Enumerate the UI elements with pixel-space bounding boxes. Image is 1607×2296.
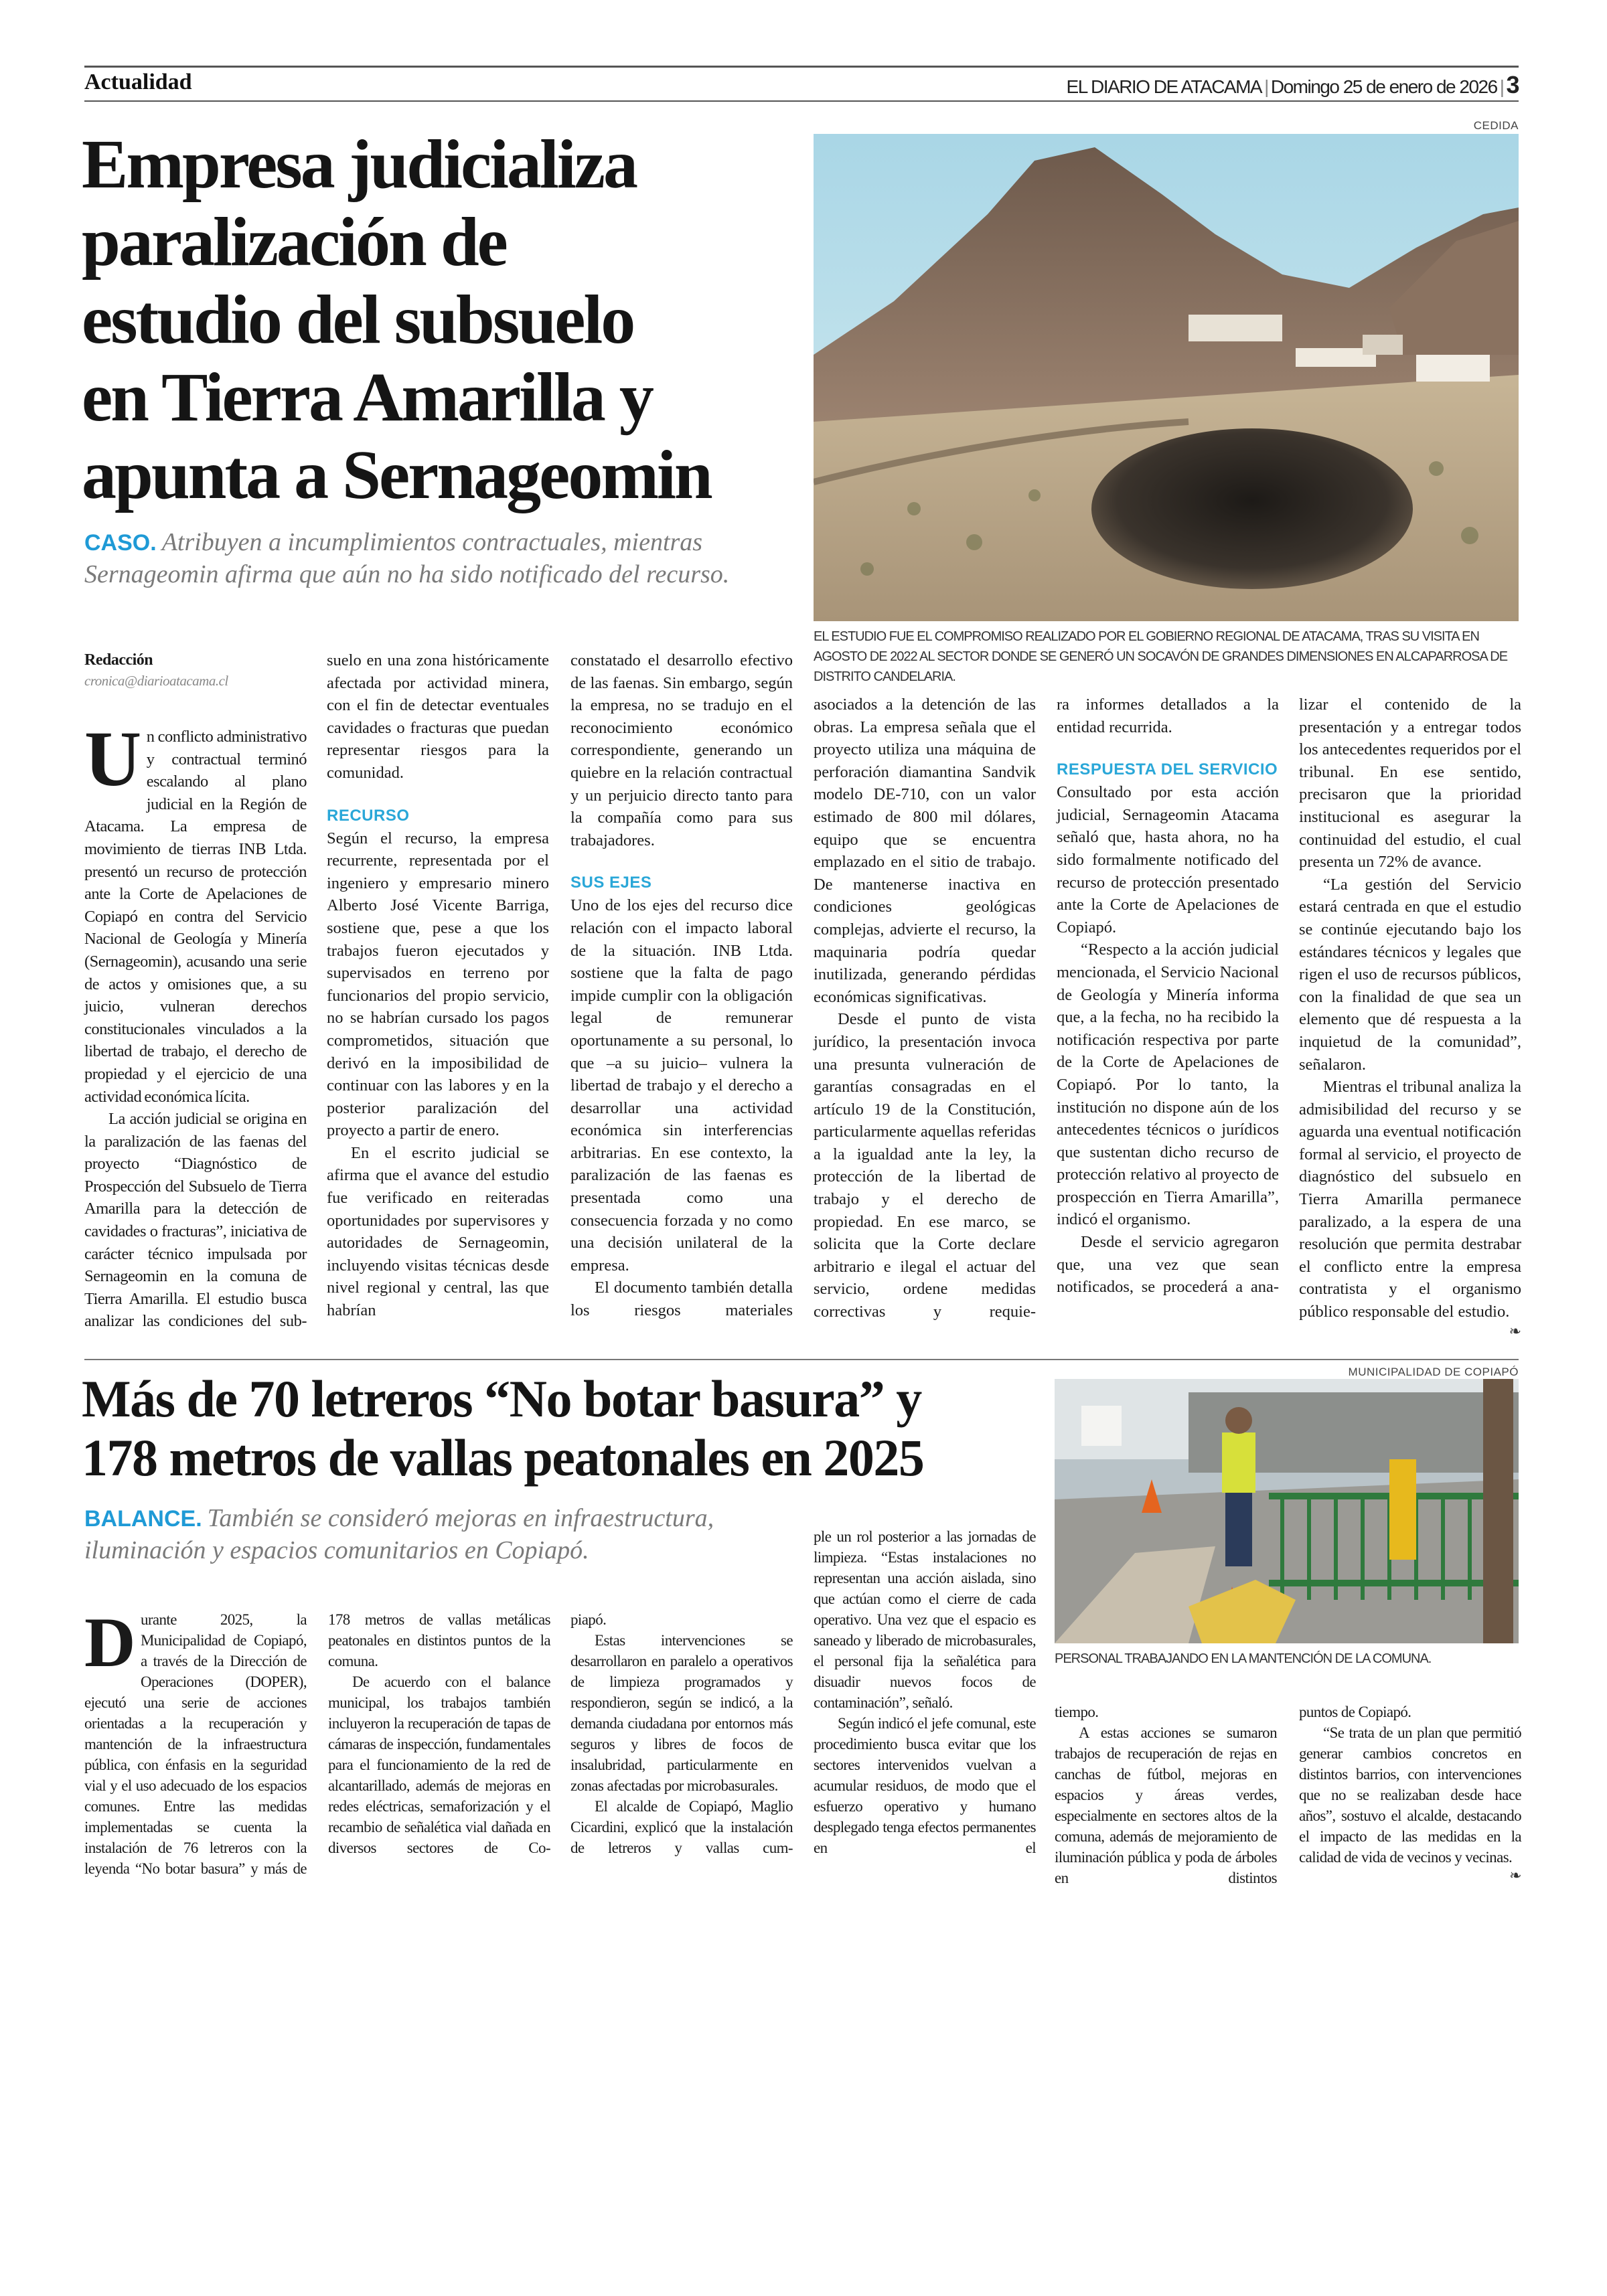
- paragraph-text: urante 2025, la Municipalidad de Copiapó, a través de la Dirección de Operaciones (DOPER), ejecutó una serie de acciones orientadas a la recuperación y mantención de la infraestructura pública, con énfasis en la seguridad vial y el uso adecuado de los espacios comunes. Entre las medidas implementadas se cuenta la instalación de 76 letreros con la leyenda “No botar basura” y más de: [84, 1611, 307, 1877]
- deck-kicker: CASO.: [84, 530, 157, 556]
- article-divider: [84, 1359, 1519, 1360]
- article1-photo: [814, 134, 1519, 621]
- paragraph: [1299, 874, 1521, 1076]
- article1-column: [1057, 693, 1279, 1299]
- headline-line: en Tierra Amarilla y: [82, 359, 652, 436]
- page-number: 3: [1506, 71, 1519, 98]
- photo2-caption: PERSONAL TRABAJANDO EN LA MANTENCIÓN DE LA COMUNA.: [1055, 1651, 1432, 1666]
- paragraph: [1057, 1231, 1279, 1299]
- paragraph: [327, 827, 549, 1142]
- paragraph-text: Según indicó el jefe comunal, este procedimiento busca evitar que los sectores intervenidos vuelvan a acumular residuos, de modo que el esfuerzo operativo y humano desplegado tenga efectos permanentes en el: [814, 1715, 1036, 1856]
- paragraph: [570, 1277, 793, 1321]
- article1-column: [84, 649, 307, 1333]
- paragraph-text: “La gestión del Servicio estará centrada en que el estudio se continúe ejecutando bajo los estándares técnicos y legales que rigen el uso de recursos públicos, con la finalidad de que sea un elemento que dé respuesta a la inquietud de la comunidad”, señalaron.: [1299, 875, 1521, 1074]
- article2-column: [1299, 1702, 1521, 1884]
- article1-column: [1299, 693, 1521, 1340]
- subheading: RESPUESTA DEL SERVICIO: [1057, 760, 1278, 779]
- paragraph: [1299, 693, 1521, 874]
- deck-kicker: BALANCE.: [84, 1506, 202, 1532]
- paragraph-text: suelo en una zona históricamente afectada por actividad minera, con el fin de detectar eventuales cavidades o fracturas que puedan representar riesgos para la comunidad.: [327, 651, 549, 782]
- author-email: cronica@diarioatacama.cl: [84, 673, 228, 689]
- article1-column: [327, 649, 549, 1322]
- paragraph: [814, 1713, 1036, 1858]
- end-of-article-icon: ❧: [1509, 1323, 1521, 1340]
- headline-line: paralización de: [82, 203, 506, 280]
- paragraph: [327, 1142, 549, 1322]
- article2-column: [1055, 1702, 1277, 1888]
- paragraph-text: Mientras el tribunal analiza la admisibilidad del recurso y se aguarda una eventual notificación formal al servicio, el proyecto de diagnóstico del subsuelo en Tierra Amarilla permanece paralizado, a la espera de una resolución que permita destrabar el conflicto entre la empresa contratista y el organismo público responsable del estudio.: [1299, 1078, 1521, 1321]
- paragraph-text: 178 metros de vallas metálicas peatonales en distintos puntos de la comuna.: [328, 1611, 550, 1669]
- paragraph-text: Desde el punto de vista jurídico, la presentación invoca una presunta vulneración de garantías consagradas en el artículo 19 de la Constitución, particularmente aquellas referidas a la igualdad ante la ley, la protección de la libertad de trabajo y el derecho de propiedad. En ese marco, se solicita que la Corte declare arbitrario e ilegal el actuar del servicio, ordene medidas correctivas y requie-: [814, 1010, 1036, 1321]
- article1-column: [570, 649, 793, 1322]
- photo2-credit: MUNICIPALIDAD DE COPIAPÓ: [1348, 1366, 1519, 1378]
- paragraph: [570, 1630, 793, 1796]
- subheading: SUS EJES: [570, 874, 652, 892]
- paragraph-text: Estas intervenciones se desarrollaron en paralelo a operativos de limpieza programados y respondieron, según se indicó, a la demanda ciudadana por entornos más seguros y libres de focos de insalubridad, particularmente en zonas afectadas por microbasurales.: [570, 1632, 793, 1794]
- section-label: Actualidad: [84, 70, 192, 94]
- paragraph: [1299, 1722, 1521, 1884]
- headline-line: 178 metros de vallas peatonales en 2025: [82, 1428, 924, 1487]
- masthead: EL DIARIO DE ATACAMA | Domingo 25 de enero de 2026 | 3: [1066, 71, 1519, 98]
- paragraph-text: ra informes detallados a la entidad recurrida.: [1057, 695, 1279, 736]
- article2-photo: [1055, 1379, 1519, 1643]
- article2-deck: [84, 1502, 808, 1566]
- paragraph: [1057, 693, 1279, 738]
- paragraph-text: La acción judicial se origina en la paralización de las faenas del proyecto “Diagnóstico de Prospección del Subsuelo de Tierra Amarilla para la detección de cavidades o fracturas”, iniciativa de carácter técnico impulsada por Sernageomin en la comuna de Tierra Amarilla. El estudio busca analizar las condiciones del sub-: [84, 1110, 307, 1331]
- byline: Redacción: [84, 651, 153, 669]
- subheading: RECURSO: [327, 806, 410, 825]
- headline-line: Más de 70 letreros “No botar basura” y: [82, 1370, 921, 1428]
- paragraph: [570, 649, 793, 851]
- paragraph: [84, 715, 307, 1108]
- paragraph-text: puntos de Copiapó.: [1299, 1704, 1411, 1720]
- paragraph: [570, 894, 793, 1277]
- end-of-article-icon: ❧: [1509, 1868, 1521, 1884]
- paragraph-text: “Se trata de un plan que permitió generar cambios concretos en distintos barrios, con intervenciones que no se realizaban desde hace años”, sostuvo el alcalde, destacando el impacto de las medidas en la calidad de vida de vecinos y vecinas.: [1299, 1724, 1521, 1866]
- deck-text: También se consideró mejoras en infraestructura, iluminación y espacios comunitarios en Copiapó.: [84, 1504, 714, 1564]
- article2-column: [328, 1609, 550, 1858]
- paragraph: [328, 1609, 550, 1671]
- headline-line: apunta a Sernageomin: [82, 436, 711, 513]
- paragraph-text: El alcalde de Copiapó, Maglio Cicardini, explicó que la instalación de letreros y vallas cum-: [570, 1798, 793, 1856]
- headline-line: estudio del subsuelo: [82, 281, 634, 358]
- paragraph: [814, 1526, 1036, 1713]
- paragraph: [327, 649, 549, 785]
- photo1-credit: CEDIDA: [1473, 119, 1519, 132]
- deck-text: Atribuyen a incumplimientos contractuales, mientras Sernageomin afirma que aún no ha sido notificado del recurso.: [84, 528, 730, 588]
- headline-line: Empresa judicializa: [82, 126, 636, 203]
- issue-date: Domingo 25 de enero de 2026: [1270, 76, 1497, 97]
- paragraph-text: Consultado por esta acción judicial, Sernageomin Atacama señaló que, hasta ahora, no ha sido formalmente notificado del recurso de protección presentado ante la Corte de Apelaciones de Copiapó.: [1057, 783, 1279, 936]
- drop-cap: U: [84, 715, 141, 803]
- paragraph-text: Según el recurso, la empresa recurrente, representada por el ingeniero y empresario minero Alberto José Vicente Barriga, sostiene que, pese a que los trabajos fueron ejecutados y supervisados en terreno por funcionarios del propio servicio, no se habrían cursado los pagos comprometidos, situación que derivó en la imposibilidad de continuar con las labores y en la posterior paralización del proyecto a partir de enero.: [327, 829, 549, 1140]
- paragraph-text: asociados a la detención de las obras. La empresa señala que el proyecto utiliza una máquina de perforación diamantina Sandvik modelo DE-710, con un valor estimado de 800 mil dólares, equipo que se encuentra emplazado en el sitio de trabajo. De mantenerse inactiva en condiciones geológicas complejas, advierte el recurso, la maquinaria podría quedar inutilizada, generando pérdidas económicas significativas.: [814, 695, 1036, 1006]
- paragraph-text: lizar el contenido de la presentación y a entregar todos los antecedentes requeridos por el tribunal. En ese sentido, precisaron que la prioridad institucional es asegurar la continuidad del estudio, el cual presenta un 72% de avance.: [1299, 695, 1521, 872]
- paragraph-text: En el escrito judicial se afirma que el avance del estudio fue verificado en reiteradas oportunidades por supervisores y autoridades de Sernageomin, incluyendo visitas técnicas desde nivel regional y central, las que habrían: [327, 1143, 549, 1320]
- article2-column: [814, 1526, 1036, 1858]
- paragraph-text: A estas acciones se sumaron trabajos de recuperación de rejas en canchas de fútbol, mejoras en espacios y áreas verdes, especialmente en sectores altos de la comuna, además de mejoramiento de iluminación pública y poda de árboles en distintos: [1055, 1724, 1277, 1886]
- paragraph-text: Uno de los ejes del recurso dice relación con el impacto laboral de la situación. INB Ltda. sostiene que la falta de pago impide cumplir con la obligación legal de remunerar oportunamente a su personal, lo que –a su juicio– vulnera la libertad de trabajo y el derecho a desarrollar una actividad económica sin interferencias arbitrarias. En ese contexto, la paralización de las faenas es presentada como una consecuencia forzada y no como una decisión unilateral de la empresa.: [570, 896, 793, 1275]
- paragraph: [570, 1609, 793, 1630]
- drop-cap: D: [84, 1603, 135, 1682]
- paragraph: [1299, 1702, 1521, 1722]
- paragraph: [814, 693, 1036, 1008]
- header-bottom-rule: [84, 100, 1519, 102]
- paragraph-text: n conflicto administrativo y contractual terminó escalando al plano judicial en la Región de Atacama. La empresa de movimiento de tierras INB Ltda. presentó un recurso de protección ante la Corte de Apelaciones de Copiapó en contra del Servicio Nacional de Geología y Minería (Sernageomin), acusando una serie de actos y omisiones que, a su juicio, vulneran derechos constitucionales vinculados a la libertad de trabajo, el derecho de propiedad y el ejercicio de una actividad económica lícita.: [84, 728, 307, 1106]
- paragraph-text: piapó.: [570, 1611, 607, 1628]
- paragraph-text: Desde el servicio agregaron que, una vez que sean notificados, se procederá a ana-: [1057, 1233, 1279, 1297]
- paragraph-text: El documento también detalla los riesgos materiales: [570, 1279, 793, 1320]
- paragraph: [814, 1008, 1036, 1323]
- paragraph: [84, 1108, 307, 1333]
- article2-column: [570, 1609, 793, 1858]
- paragraph: [1055, 1702, 1277, 1722]
- paragraph-text: De acuerdo con el balance municipal, los trabajos también incluyeron la recuperación de tapas de cámaras de inspección, fundamentales para el funcionamiento de la red de alcantarillado, además de mejoras en redes eléctricas, semaforización y el recambio de señalética vial dañada en diversos sectores de Co-: [328, 1673, 550, 1856]
- paragraph-text: constatado el desarrollo efectivo de las faenas. Sin embargo, según la empresa, no se tradujo en el reconocimiento económico correspondiente, generando un quiebre en la relación contractual y un perjuicio directo tanto para la compañía como para sus trabajadores.: [570, 651, 793, 849]
- paragraph: [1055, 1722, 1277, 1888]
- paragraph: [1299, 1076, 1521, 1340]
- paragraph-text: ple un rol posterior a las jornadas de limpieza. “Estas instalaciones no representan una acción aislada, sino que actúan como el cierre de cada operativo. Una vez que el espacio es saneado y liberado de microbasurales, el personal fija la señalética para disuadir nuevos focos de contaminación”, señaló.: [814, 1528, 1036, 1711]
- paragraph: [1057, 938, 1279, 1231]
- paragraph: [570, 1796, 793, 1858]
- article2-column: [84, 1603, 307, 1879]
- paragraph-text: tiempo.: [1055, 1704, 1099, 1720]
- article2-headline: [82, 1370, 1046, 1487]
- newspaper-name: EL DIARIO DE ATACAMA: [1066, 76, 1262, 97]
- header-top-rule: [84, 66, 1519, 68]
- paragraph: [1057, 781, 1279, 938]
- paragraph: [84, 1603, 307, 1879]
- paragraph: [328, 1671, 550, 1858]
- photo1-caption: EL ESTUDIO FUE EL COMPROMISO REALIZADO POR EL GOBIERNO REGIONAL DE ATACAMA, TRAS SU VISITA EN AGOSTO DE 2022 AL SECTOR DONDE SE GENERÓ UN SOCAVÓN DE GRANDES DIMENSIONES EN ALCAPARROSA DE DISTRITO CANDELARIA.: [814, 629, 1508, 684]
- article1-deck: [84, 526, 814, 590]
- article1-headline: [82, 126, 805, 514]
- paragraph-text: “Respecto a la acción judicial mencionada, el Servicio Nacional de Geología y Minería informa que, a la fecha, no ha recibido la notificación respectiva por parte de la Corte de Apelaciones de Copiapó. Por lo tanto, la institución no dispone aún de los antecedentes técnicos o jurídicos que sustentan dicho recurso de protección relativo al proyecto de prospección en Tierra Amarilla”, indicó el organismo.: [1057, 940, 1279, 1229]
- article1-column: [814, 693, 1036, 1323]
